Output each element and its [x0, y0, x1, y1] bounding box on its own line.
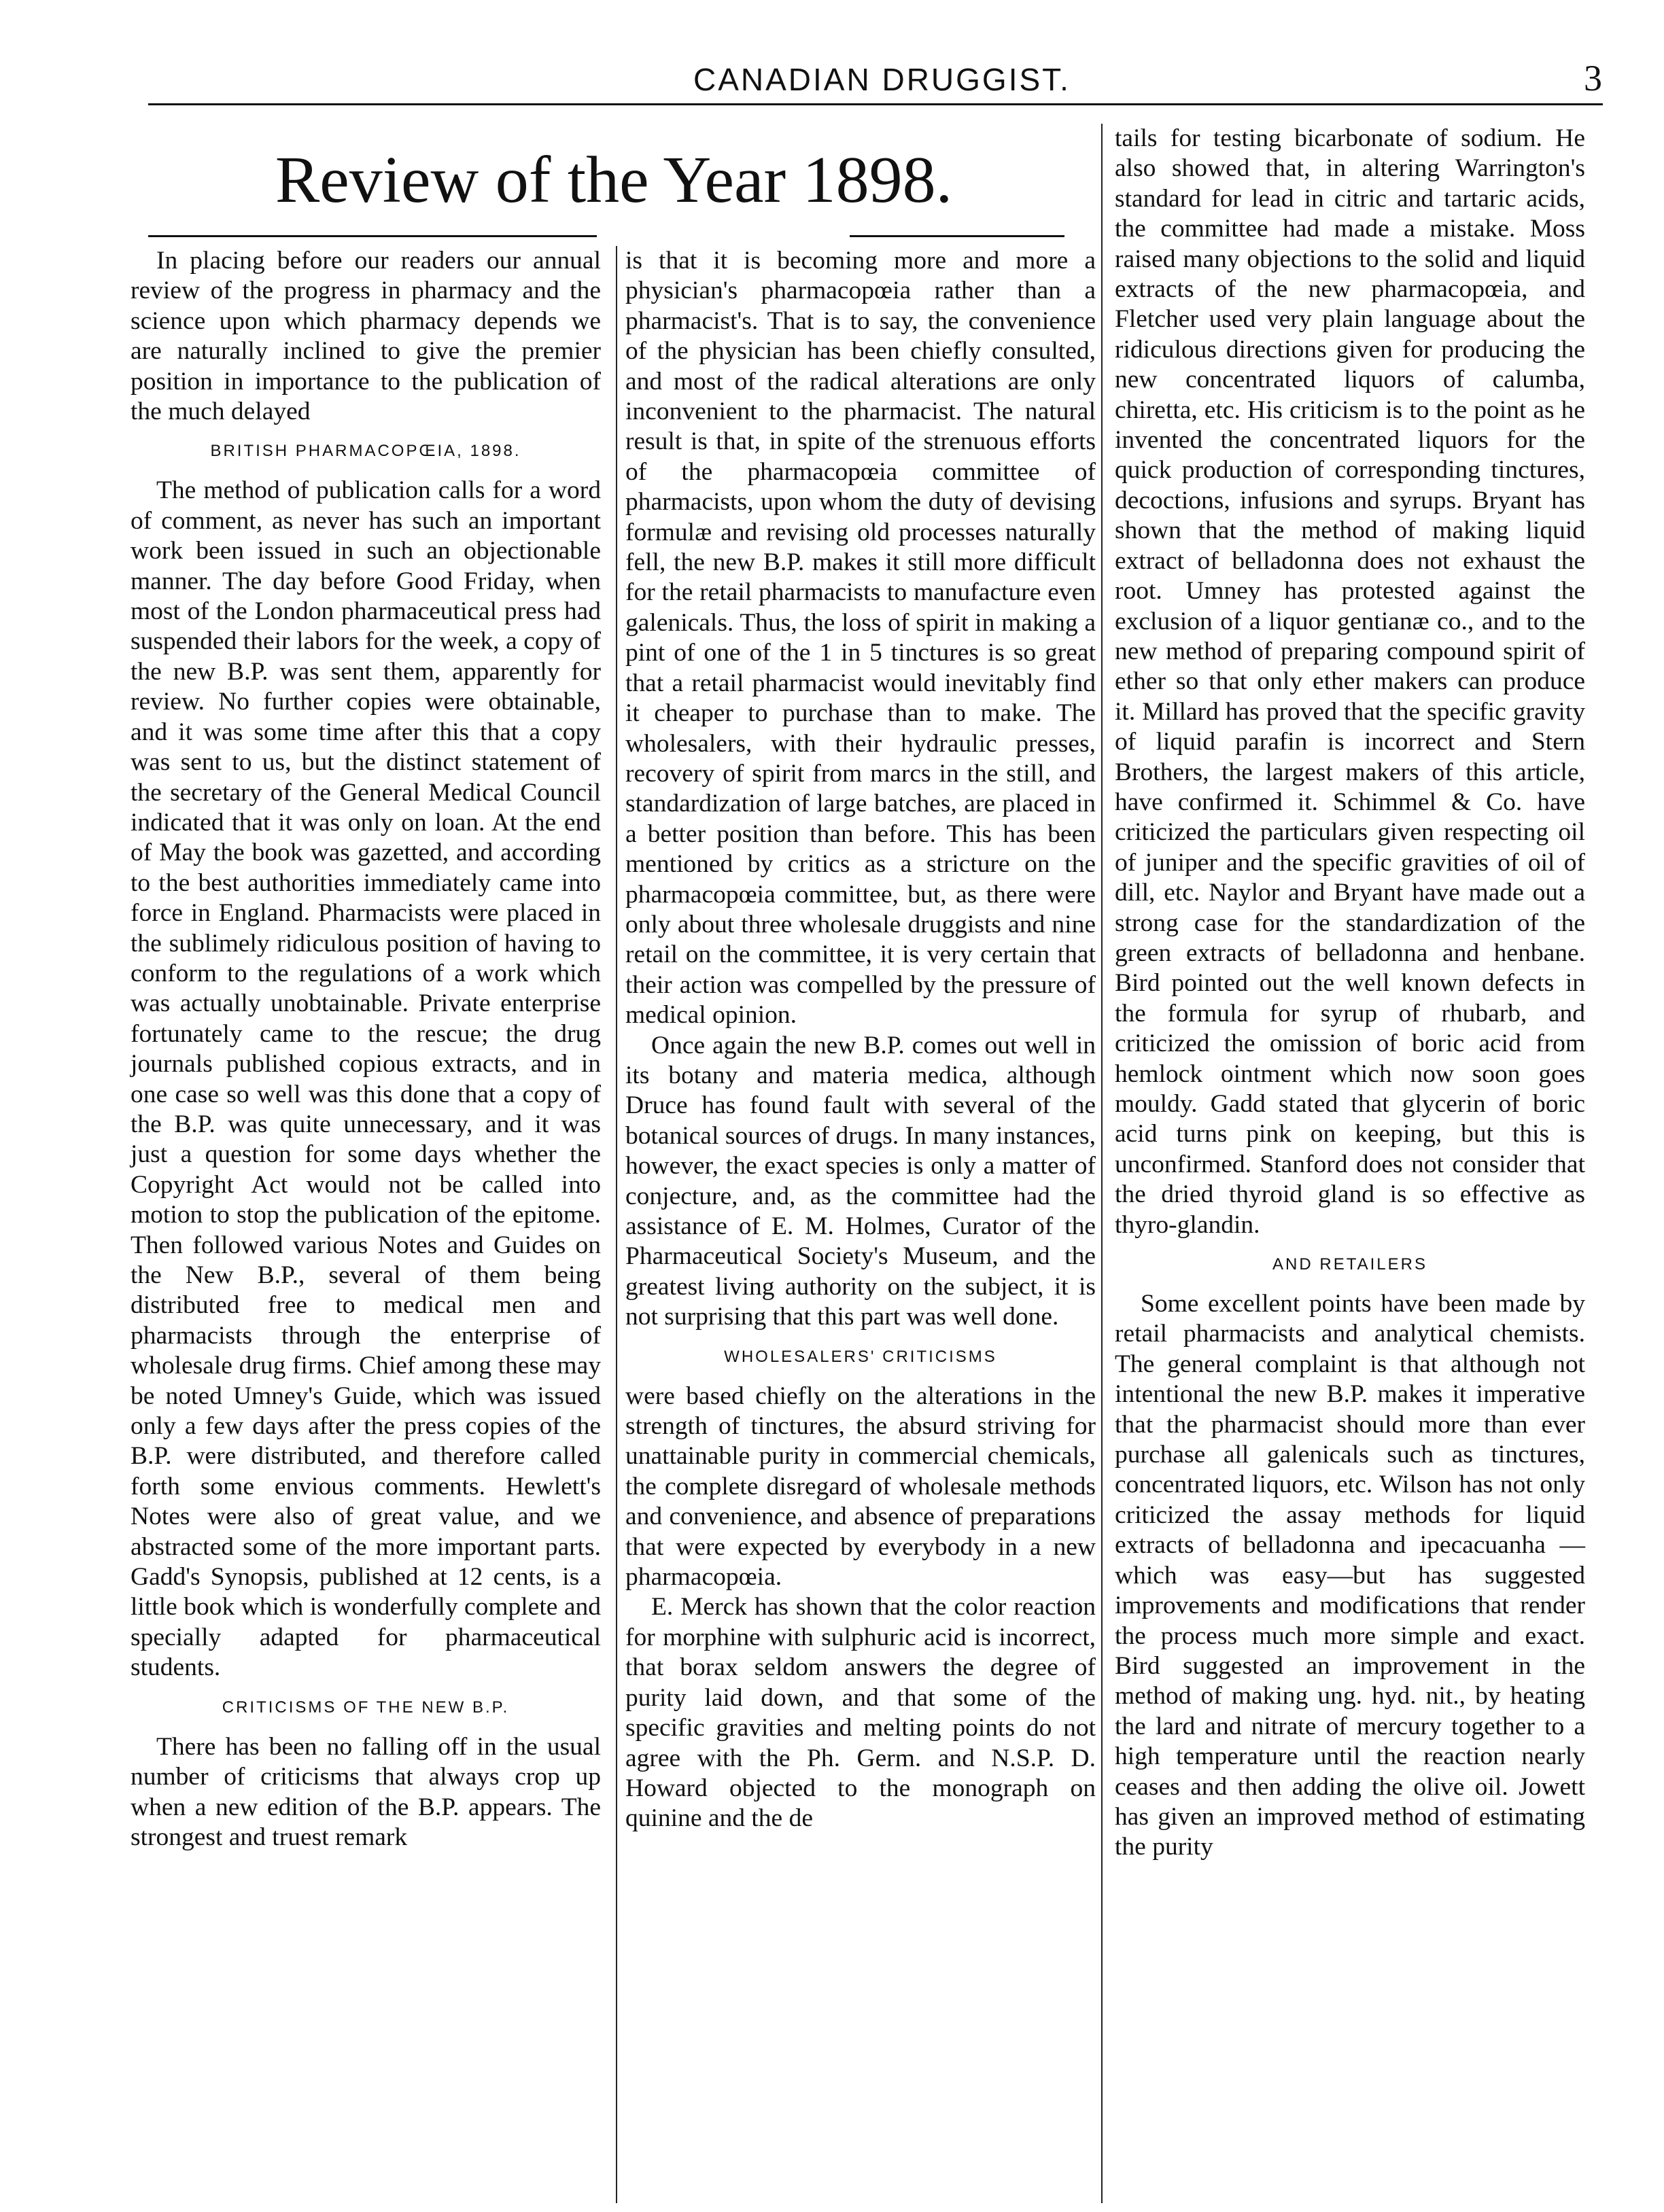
section-heading: CRITICISMS OF THE NEW B.P.: [222, 1698, 510, 1717]
section-heading: WHOLESALERS' CRITICISMS: [724, 1347, 997, 1366]
paragraph: The method of publication calls for a word of comment, as never has such an important work been issued in such an objectionable manner. The day before Good Friday, when most of the London pharmaceutical press had suspended their labors for the week, a copy of the new B.P. was sent them, apparently for review. No further copies were obtainable, and it was some time after this that a copy was sent to us, but the distinct statement of the secretary of the General Medical Council indicated that it was only on loan. At the end of May the book was gazetted, and according to the best authorities immediately came into force in England. Pharmacists were placed in the sublimely ridiculous position of having to conform to the regulations of a work which was actually unobtainable. Private enterprise fortunately came to the rescue; the drug journals published copious extracts, and in one case so well was this done that a copy of the B.P. was quite unnecessary, and it was just a question for some days whether the Copyright Act would not be called into motion to stop the publication of the epitome. Then followed various Notes and Guides on the New B.P., several of them being distributed free to medical men and pharmacists through the enterprise of wholesale drug firms. Chief among these may be noted Umney's Guide, which was issued only a few days after the press copies of the B.P. were distributed, and therefore called forth some envious comments. Hewlett's Notes were also of great value, and we abstracted some of the more important parts. Gadd's Synopsis, published at 12 cents, is a little book which is wonderfully complete and specially adapted for pharmaceutical students.: [131, 476, 601, 1682]
title-rule-right: [850, 235, 1064, 237]
paragraph: There has been no falling off in the usual number of criticisms that always crop up when a new edition of the B.P. appears. The strongest and truest remark: [131, 1732, 601, 1851]
article-title: Review of the Year 1898.: [275, 143, 953, 217]
paragraph: Once again the new B.P. comes out well in its botany and materia medica, although Druce has found fault with several of the botanical sources of drugs. In many instances, however, the exact species is only a matter of conjecture, and, as the committee had the assistance of E. M. Holmes, Curator of the Pharmaceutical Society's Museum, and the greatest living authority on the subject, it is not surprising that this part was well done.: [625, 1031, 1096, 1331]
section-heading: BRITISH PHARMACOPŒIA, 1898.: [210, 442, 521, 461]
paragraph: In placing before our readers our annual review of the progress in pharmacy and the science upon which pharmacy depends we are naturally inclined to give the premier position in importance to the publication of the much delayed: [131, 247, 601, 426]
column-1: [131, 246, 601, 1853]
paragraph: tails for testing bicarbonate of sodium. He also showed that, in altering Warrington's standard for lead in citric and tartaric acids, the committee had made a mistake. Moss raised many objections to the solid and liquid extracts of the new pharmacopœia, and Fletcher used very plain language about the ridiculous directions given for producing the new concentrated liquors of calumba, chiretta, etc. His criticism is to the point as he invented the concentrated liquors for the quick production of corresponding tinctures, decoctions, infusions and syrups. Bryant has shown that the method of making liquid extract of belladonna does not exhaust the root. Umney has protested against the exclusion of a liquor gentianæ co., and to the new method of preparing compound spirit of ether so that only ether makers can produce it. Millard has proved that the specific gravity of liquid parafin is incorrect and Stern Brothers, the largest makers of this article, have confirmed it. Schimmel & Co. have criticized the particulars given respecting oil of juniper and the specific gravities of oil of dill, etc. Naylor and Bryant have made out a strong case for the standardization of the green extracts of belladonna and henbane. Bird pointed out the well known defects in the formula for syrup of rhubarb, and criticized the omission of boric acid from hemlock ointment which now soon goes mouldy. Gadd stated that glycerin of boric acid turns pink on keeping, but this is unconfirmed. Stanford does not consider that the dried thyroid gland is so effective as thyro-glandin.: [1115, 124, 1585, 1239]
running-head: [0, 57, 1664, 111]
column-2: [625, 246, 1096, 1834]
header-rule: [148, 103, 1603, 105]
paragraph: is that it is becoming more and more a physician's pharmacopœia rather than a pharmacist's. That is to say, the convenience of the physician has been chiefly consulted, and most of the radical alterations are only inconvenient to the pharmacist. The natural result is that, in spite of the strenuous efforts of the pharmacopœia committee of pharmacists, upon whom the duty of devising formulæ and revising old processes naturally fell, the new B.P. makes it still more difficult for the retail pharmacists to manufacture even galenicals. Thus, the loss of spirit in making a pint of one of the 1 in 5 tinctures is so great that a retail pharmacist would inevitably find it cheaper to purchase than to make. The wholesalers, with their hydraulic presses, recovery of spirit from marcs in the still, and standardization of large batches, are placed in a better position than before. This has been mentioned by critics as a stricture on the pharmacopœia committee, but, as there were only about three wholesale druggists and nine retail on the committee, it is very certain that their action was compelled by the pressure of medical opinion.: [625, 247, 1096, 1030]
title-rule-left: [148, 235, 597, 237]
paragraph: were based chiefly on the alterations in the strength of tinctures, the absurd striving for unattainable purity in commercial chemicals, the complete disregard of wholesale methods and convenience, and absence of preparations that were expected by everybody in a new pharmacopœia.: [625, 1382, 1096, 1592]
column-3: [1115, 124, 1585, 1863]
column-divider-right: [1101, 124, 1103, 2203]
column-divider-left: [616, 246, 617, 2203]
section-heading: AND RETAILERS: [1272, 1255, 1427, 1274]
page-number: 3: [1584, 58, 1602, 99]
paragraph: E. Merck has shown that the color reaction for morphine with sulphuric acid is incorrect, that borax seldom answers the degree of purity laid down, and that some of the specific gravities and melting points do not agree with the Ph. Germ. and N.S.P. D. Howard objected to the monograph on quinine and the de: [625, 1593, 1096, 1833]
paragraph: Some excellent points have been made by retail pharmacists and analytical chemists. The general complaint is that although not intentional the new B.P. makes it imperative that the pharmacist should more than ever purchase all galenicals such as tinctures, concentrated liquors, etc. Wilson has not only criticized the assay methods for liquid extracts of belladonna and ipecacuanha —which was easy—but has suggested improvements and modifications that render the process much more simple and exact. Bird suggested an improvement in the method of making ung. hyd. nit., by heating the lard and nitrate of mercury together to a high temperature until the reaction nearly ceases and then adding the olive oil. Jowett has given an improved method of estimating the purity: [1115, 1290, 1585, 1861]
running-title: CANADIAN DRUGGIST.: [693, 62, 1071, 97]
